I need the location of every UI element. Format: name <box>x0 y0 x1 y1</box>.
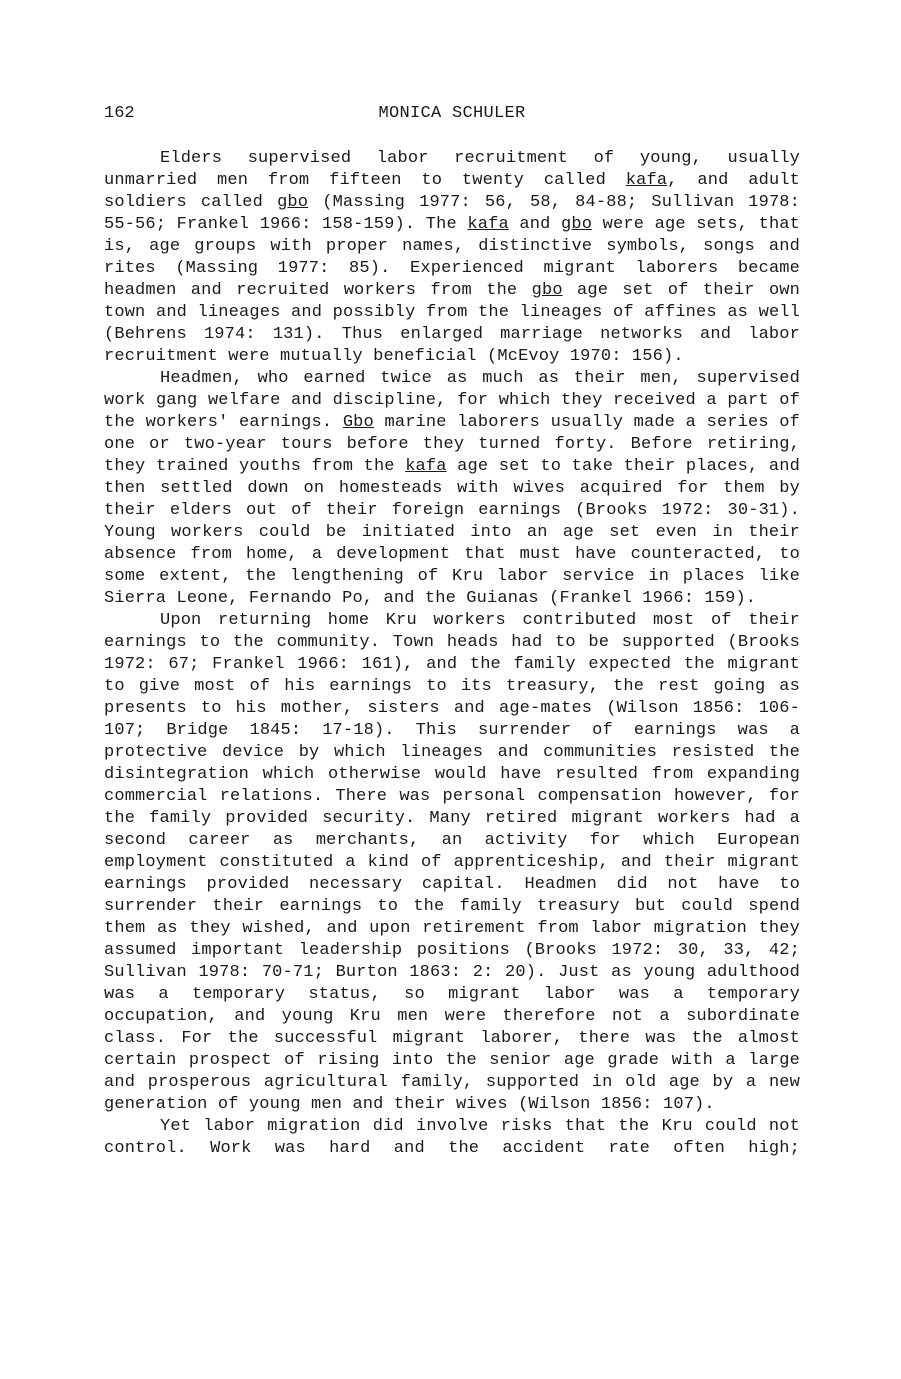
text-run: and <box>508 215 562 234</box>
paragraph <box>104 148 800 368</box>
underlined-term: kafa <box>405 457 447 476</box>
paragraph <box>104 610 800 1116</box>
running-head: MONICA SCHULER <box>378 104 526 123</box>
underlined-term: gbo <box>531 281 563 300</box>
text-run: Upon returning home Kru workers contributed most of their earnings to the community. Town heads had to be supported (Brooks 1972: 67; Frankel 1966: 161), and the family expected the migrant to give most of his earnings to its treasury, the rest going as presents to his mother, sisters and age-mates (Wilson 1856: 106-107; Bridge 1845: 17-18). This surrender of earnings was a protective device by which lineages and communities resisted the disintegration which otherwise would have resulted from expanding commercial relations. There was personal compensation however, for the family provided security. Many retired migrant workers had a second career as merchants, an activity for which European employment constituted a kind of apprenticeship, and their migrant earnings provided necessary capital. Headmen did not have to surrender their earnings to the family treasury but could spend them as they wished, and upon retirement from labor migration they assumed important leadership positions (Brooks 1972: 30, 33, 42; Sullivan 1978: 70-71; Burton 1863: 2: 20). Just as young adulthood was a temporary status, so migrant labor was a temporary occupation, and young Kru men were therefore not a subordinate class. For the successful migrant laborer, there was the almost certain prospect of rising into the senior age grade with a large and prosperous agricultural family, supported in old age by a new generation of young men and their wives (Wilson 1856: 107). <box>104 611 800 1114</box>
underlined-term: kafa <box>625 171 668 190</box>
page-header <box>104 101 800 127</box>
underlined-term: kafa <box>467 215 509 234</box>
text-run: age set to take their places, and then settled down on homesteads with wives acquired for them by their elders out of their foreign earnings (Brooks 1972: 30-31). Young workers could be initiated into an age set even in their absence from home, a development that must have counteracted, to some extent, the lengthening of Kru labor service in places like Sierra Leone, Fernando Po, and the Guianas (Frankel 1966: 159). <box>104 457 800 608</box>
underlined-term: gbo <box>561 215 593 234</box>
text-run: marine laborers usually made a series of one or two-year tours before they turned forty. Before retiring, they trained youths from the <box>104 413 801 476</box>
text-run: were age sets, that is, age groups with proper names, distinctive symbols, songs and rites (Massing 1977: 85). Experienced migrant laborers became headmen and recruited workers from the <box>104 215 800 300</box>
underlined-term: Gbo <box>342 413 374 432</box>
body-text <box>104 148 800 1160</box>
text-run: Headmen, who earned twice as much as their men, supervised work gang welfare and discipline, for which they received a part of the workers' earnings. <box>104 369 800 432</box>
page-number: 162 <box>104 104 135 123</box>
underlined-term: gbo <box>277 193 309 212</box>
text-run: age set of their own town and lineages and possibly from the lineages of affines as well (Behrens 1974: 131). Thus enlarged marriage networks and labor recruitment were mutually beneficial (McEvoy 1970: 156). <box>104 281 800 366</box>
paragraph <box>104 1116 800 1160</box>
paragraph <box>104 368 800 610</box>
text-run: Yet labor migration did involve risks that the Kru could not control. Work was hard and the accident rate often high; <box>104 1117 800 1158</box>
text-run: , and adult soldiers called <box>104 171 800 212</box>
text-run: Elders supervised labor recruitment of young, usually unmarried men from fifteen to twenty called <box>104 149 800 190</box>
text-run: (Massing 1977: 56, 58, 84-88; Sullivan 1978: 55-56; Frankel 1966: 158-159). The <box>104 193 800 234</box>
